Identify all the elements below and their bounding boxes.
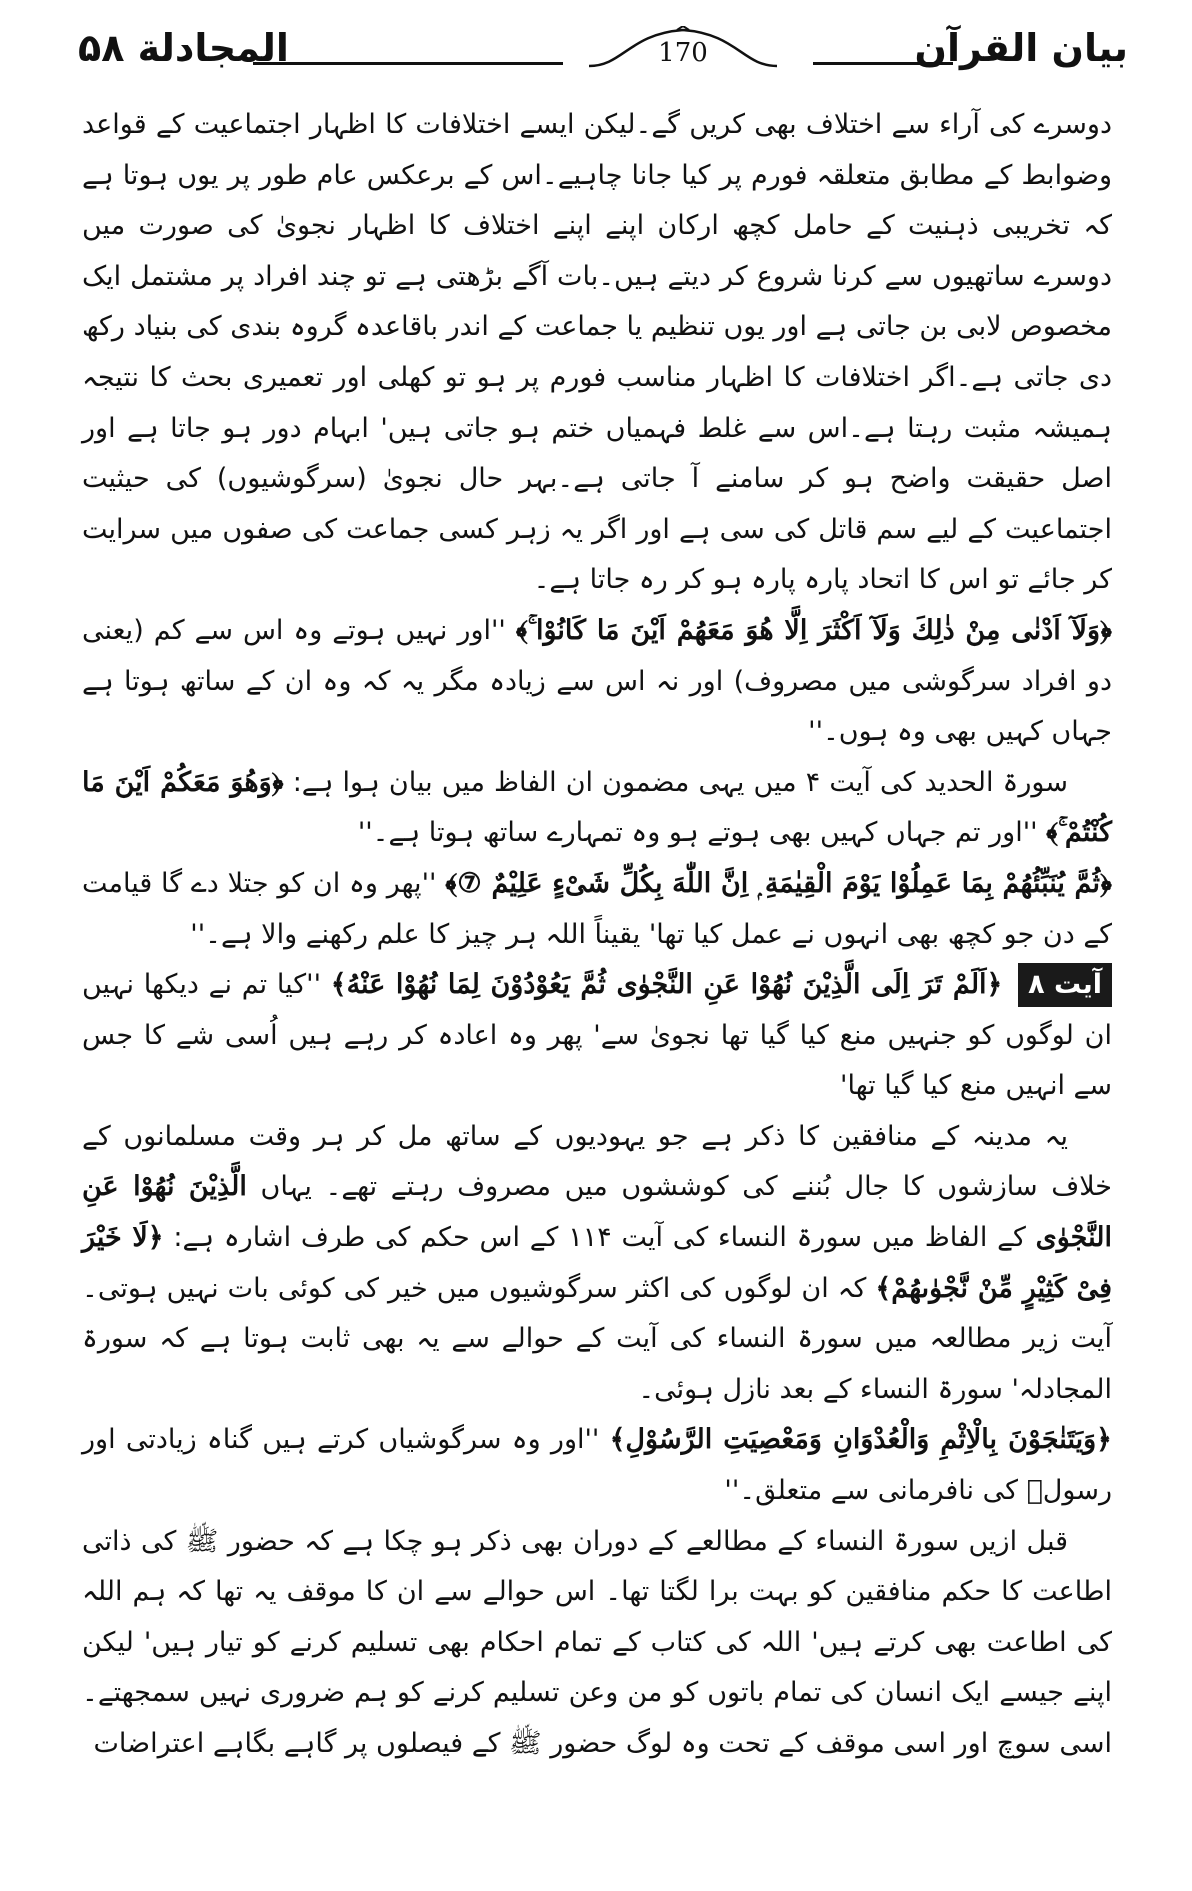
header-rule-left [253,62,563,65]
verse-block-1 [82,606,1112,758]
page-number: 170 [658,38,708,68]
quran-phrase: الَّذِیْنَ نُهُوْا عَنِ النَّجْوٰی [82,1171,1112,1254]
surah-label: المجادلة ۵۸ [78,26,289,70]
quran-verse: ﴿وَهُوَ مَعَكُمْ اَیْنَ مَا كُنْتُمْ ۚ﴾ [82,766,1112,849]
verse-block-3 [82,960,1112,1112]
verse-block-4 [82,1415,1112,1516]
verse-translation: ''پھر وہ ان کو جتلا دے گا قیامت کے دن جو کچھ بھی انہوں نے عمل کیا تھا' یقیناً اللہ ہر چیز کا علم رکھنے والا ہے۔'' [82,867,1112,950]
page-body [82,100,1112,1770]
verse-translation: ''اور تم جہاں کہیں بھی ہوتے ہو وہ تمہارے ساتھ ہوتا ہے۔'' [357,817,1038,849]
quran-verse: ﴿وَیَتَنٰجَوْنَ بِالْاِثْمِ وَالْعُدْوَانِ وَمَعْصِیَتِ الرَّسُوْلِ﴾ [609,1424,1112,1456]
paragraph-1: دوسرے کی آراء سے اختلاف بھی کریں گے۔لیکن ایسے اختلافات کا اظہار اجتماعیت کے قواعد وضوابط کے مطابق متعلقہ فورم پر کیا جانا چاہیے۔اس کے برعکس عام طور پر یوں ہوتا ہے کہ تخریبی ذہنیت کے حامل کچھ ارکان اپنے اپنے اختلاف کا اظہار نجویٰ کی صورت میں دوسرے ساتھیوں سے کرنا شروع کر دیتے ہیں۔بات آگے بڑھتی ہے تو چند افراد پر مشتمل ایک مخصوص لابی بن جاتی ہے اور یوں تنظیم یا جماعت کے اندر باقاعدہ گروہ بندی کی بنیاد رکھ دی جاتی ہے۔اگر اختلافات کا اظہار مناسب فورم پر ہو تو کھلی اور تعمیری بحث کا نتیجہ ہمیشہ مثبت رہتا ہے۔اس سے غلط فہمیاں ختم ہو جاتی ہیں' ابہام دور ہو جاتا ہے اور اصل حقیقت واضح ہو کر سامنے آ جاتی ہے۔بہر حال نجویٰ (سرگوشیوں) کی حیثیت اجتماعیت کے لیے سم قاتل کی سی ہے اور اگر یہ زہر کسی جماعت کی صفوں میں سرایت کر جائے تو اس کا اتحاد پارہ پارہ ہو کر رہ جاتا ہے۔ [82,109,1112,596]
paragraph-2 [82,758,1112,859]
quran-verse: ﴿اَلَمْ تَرَ اِلَی الَّذِیْنَ نُهُوْا عَنِ النَّجْوٰی ثُمَّ یَعُوْدُوْنَ لِمَا نُهُوْا عَنْهُ﴾ [330,969,1003,1001]
quran-verse: ﴿لَا خَیْرَ فِیْ كَثِیْرٍ مِّنْ نَّجْوٰىهُمْ﴾ [82,1222,1112,1304]
quran-verse: ﴿وَلَآ اَدْنٰی مِنْ ذٰلِكَ وَلَآ اَكْثَرَ اِلَّا هُوَ مَعَهُمْ اَیْنَ مَا كَانُوْا ۚ﴾ [515,614,1112,646]
paragraph-text: کے الفاظ میں سورۃ النساء کی آیت ۱۱۴ کے اس حکم کی طرف اشارہ ہے: [173,1222,1026,1254]
paragraph-3 [82,1112,1112,1416]
page-header [78,18,1128,88]
header-rule-right [813,62,953,65]
verse-translation: ''اور نہیں ہوتے وہ اس سے کم (یعنی دو افراد سرگوشی میں مصروف) اور نہ اس سے زیادہ مگر یہ کہ وہ ان کے ساتھ ہوتا ہے جہاں کہیں بھی وہ ہوں۔'' [82,614,1112,748]
paragraph-text: سورۃ الحدید کی آیت ۴ میں یہی مضمون ان الفاظ میں بیان ہوا ہے: [292,766,1068,798]
paragraph-4: قبل ازیں سورۃ النساء کے مطالعے کے دوران بھی ذکر ہو چکا ہے کہ حضور ﷺ کی ذاتی اطاعت کا حکم منافقین کو بہت برا لگتا تھا۔ اس حوالے سے ان کا موقف یہ تھا کہ ہم اللہ کی اطاعت بھی کرتے ہیں' اللہ کی کتاب کے تمام احکام بھی تسلیم کرنے کو تیار ہیں' لیکن اپنے جیسے ایک انسان کی تمام باتوں کو من وعن تسلیم کرنے کو ہم ضروری نہیں سمجھتے۔ اسی سوچ اور اسی موقف کے تحت وہ لوگ حضور ﷺ کے فیصلوں پر گاہے بگاہے اعتراضات [82,1525,1112,1759]
verse-translation: ''اور وہ سرگوشیاں کرتے ہیں گناہ زیادتی اور رسولؐ کی نافرمانی سے متعلق۔'' [82,1424,1112,1507]
quran-verse: ﴿ثُمَّ یُنَبِّئُهُمْ بِمَا عَمِلُوْا یَوْمَ الْقِیٰمَةِ ۭ اِنَّ اللّٰهَ بِكُلِّ شَیْءٍ عَلِیْمٌ ⑦﴾ [445,867,1112,899]
paragraph-text: یہ مدینہ کے منافقین کا ذکر ہے جو یہودیوں کے ساتھ مل کر ہر وقت مسلمانوں کے خلاف سازشوں کا جال بُننے کی کوششوں میں مصروف رہتے تھے۔ یہاں [82,1120,1112,1203]
verse-translation: ''کیا تم نے دیکھا نہیں ان لوگوں کو جنہیں منع کیا گیا تھا نجویٰ سے' پھر وہ اعادہ کر رہے ہیں اُسی شے کا جس سے انہیں منع کیا گیا تھا' [82,969,1112,1102]
ayah-label: آیت ۸ [1018,963,1112,1007]
page-number-badge [583,26,783,84]
paragraph-text: کہ ان لوگوں کی اکثر سرگوشیوں میں خیر کی کوئی بات نہیں ہوتی۔ آیت زیر مطالعہ میں سورۃ النساء کی آیت کے حوالے سے یہ بھی ثابت ہوتا ہے کہ سورۃ المجادلہ' سورۃ النساء کے بعد نازل ہوئی۔ [82,1272,1112,1405]
verse-block-2 [82,859,1112,960]
book-title: بیان القرآن [914,26,1128,70]
